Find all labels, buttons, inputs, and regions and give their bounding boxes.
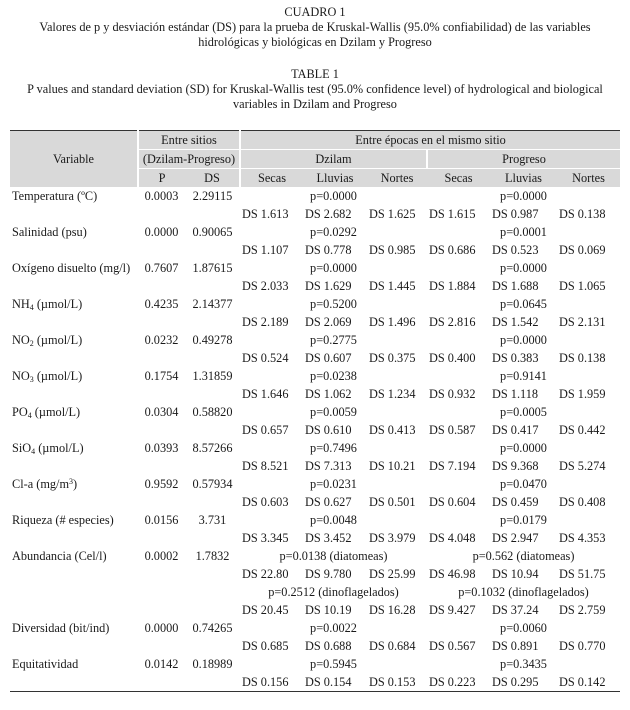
table-row-sd (10, 241, 620, 259)
empty-cell (185, 565, 240, 583)
empty-cell (138, 205, 185, 223)
between-sites-p: 0.0232 (144, 333, 179, 347)
table-row (10, 295, 620, 313)
empty-cell (138, 601, 185, 619)
header-season: Nortes (367, 169, 427, 188)
empty-cell (185, 583, 240, 601)
between-sites-ds: 0.74265 (192, 621, 233, 635)
between-sites-p: 0.7607 (144, 261, 179, 275)
table-row-sd (10, 313, 620, 331)
between-sites-ds: 2.29115 (192, 189, 233, 203)
sd-value: DS 25.99 (369, 567, 416, 581)
sd-value: DS 0.607 (305, 351, 352, 365)
empty-cell (138, 421, 185, 439)
header-season: Secas (427, 169, 490, 188)
sd-value-secondary: DS 37.24 (492, 603, 539, 617)
empty-cell (10, 421, 138, 439)
sd-value: DS 2.947 (492, 531, 539, 545)
between-sites-p: 0.0000 (144, 621, 179, 635)
header-season: Lluvias (303, 169, 367, 188)
sd-value: DS 7.313 (305, 459, 352, 473)
variable-label-superscript: 3 (69, 477, 74, 486)
table-row (10, 439, 620, 457)
sd-value: DS 0.604 (429, 495, 476, 509)
empty-cell (10, 637, 138, 655)
variable-label-main: Cl-a (mg/m (12, 477, 70, 491)
progreso-p-value: p=0.3435 (500, 657, 547, 671)
table-row-sd (10, 457, 620, 475)
variable-label: Equitatividad (12, 657, 79, 671)
between-sites-ds: 3.731 (198, 513, 227, 527)
sd-value: DS 46.98 (429, 567, 476, 581)
between-sites-p: 0.0000 (144, 225, 179, 239)
caption-line1-es: Valores de p y desviación estándar (DS) para la prueba de Kruskal-Wallis (95.0% confiabilidad) de las variables (39, 20, 591, 34)
empty-cell (10, 601, 138, 619)
sd-value: DS 0.408 (559, 495, 606, 509)
variable-label-rest: (µmol/L) (33, 369, 83, 383)
table-row (10, 223, 620, 241)
sd-value: DS 10.94 (492, 567, 539, 581)
sd-value-secondary: DS 16.28 (369, 603, 416, 617)
dzilam-p-value: p=0.0022 (310, 621, 357, 635)
sd-value: DS 0.523 (492, 243, 539, 257)
empty-cell (185, 277, 240, 295)
empty-cell (10, 493, 138, 511)
table-row-sd (10, 349, 620, 367)
between-sites-p: 0.0142 (144, 657, 179, 671)
sd-value: DS 1.234 (369, 387, 416, 401)
table-row (10, 511, 620, 529)
sd-value: DS 3.452 (305, 531, 352, 545)
sd-value: DS 0.138 (559, 351, 606, 365)
variable-label-main: SiO (12, 441, 32, 455)
dzilam-p-value: p=0.0138 (diatomeas) (279, 549, 388, 563)
variable-label: Salinidad (psu) (12, 225, 87, 239)
sd-value: DS 0.891 (492, 639, 539, 653)
sd-value: DS 0.442 (559, 423, 606, 437)
table-row (10, 655, 620, 673)
progreso-p-value: p=0.0001 (500, 225, 547, 239)
empty-cell (138, 313, 185, 331)
dzilam-p-value: p=0.0059 (310, 405, 357, 419)
sd-value: DS 0.400 (429, 351, 476, 365)
table-row (10, 547, 620, 565)
sd-value-secondary: DS 20.45 (242, 603, 289, 617)
sd-value: DS 1.118 (492, 387, 539, 401)
header-site-progreso: Progreso (427, 150, 620, 169)
sd-value: DS 0.770 (559, 639, 606, 653)
sd-value: DS 4.048 (429, 531, 476, 545)
sd-value: DS 2.189 (242, 315, 289, 329)
sd-value: DS 0.223 (427, 673, 490, 692)
sd-value: DS 0.685 (242, 639, 289, 653)
sd-value: DS 2.069 (305, 315, 352, 329)
between-sites-p: 0.0156 (144, 513, 179, 527)
sd-value: DS 1.959 (559, 387, 606, 401)
variable-label-main: NO (12, 333, 30, 347)
sd-value: DS 0.138 (559, 207, 606, 221)
empty-cell (185, 205, 240, 223)
empty-cell (138, 241, 185, 259)
header-season: Nortes (557, 169, 620, 188)
sd-value-secondary: DS 10.19 (305, 603, 352, 617)
between-sites-p: 0.0003 (144, 189, 179, 203)
progreso-p-value: p=0.0470 (500, 477, 547, 491)
header-site-dzilam: Dzilam (240, 150, 427, 169)
sd-value: DS 8.521 (242, 459, 289, 473)
table-row (10, 331, 620, 349)
sd-value: DS 4.353 (559, 531, 606, 545)
empty-cell (185, 673, 240, 692)
sd-value: DS 0.627 (305, 495, 352, 509)
sd-value: DS 7.194 (429, 459, 476, 473)
results-table (10, 130, 620, 692)
table-row-sd (10, 637, 620, 655)
table-row (10, 187, 620, 205)
sd-value: DS 0.603 (242, 495, 289, 509)
variable-label-rest: (µmol/L) (33, 297, 83, 311)
sd-value: DS 0.156 (240, 673, 303, 692)
header-season: Lluvias (490, 169, 557, 188)
variable-label-subscript: 4 (27, 411, 32, 420)
table-row-sd (10, 529, 620, 547)
dzilam-p-value: p=0.0231 (310, 477, 357, 491)
sd-value: DS 0.413 (369, 423, 416, 437)
empty-cell (138, 565, 185, 583)
sd-value: DS 22.80 (242, 567, 289, 581)
caption-english (20, 67, 610, 112)
sd-value: DS 0.069 (559, 243, 606, 257)
between-sites-ds: 2.14377 (192, 297, 233, 311)
variable-label-main: NO (12, 369, 30, 383)
between-sites-ds: 1.31859 (192, 369, 233, 383)
sd-value: DS 0.567 (429, 639, 476, 653)
sd-value: DS 0.686 (429, 243, 476, 257)
between-sites-p: 0.4235 (144, 297, 179, 311)
variable-label: Abundancia (Cel/l) (12, 549, 107, 563)
empty-cell (185, 457, 240, 475)
between-sites-p: 0.0393 (144, 441, 179, 455)
sd-value: DS 1.062 (305, 387, 352, 401)
empty-cell (138, 277, 185, 295)
between-sites-ds: 1.7832 (195, 549, 230, 563)
sd-value: DS 51.75 (559, 567, 606, 581)
variable-label (10, 367, 138, 385)
progreso-p-value: p=0.0179 (500, 513, 547, 527)
sd-value: DS 2.816 (429, 315, 476, 329)
empty-cell (185, 313, 240, 331)
dzilam-p-value: p=0.5200 (310, 297, 357, 311)
sd-value: DS 9.368 (492, 459, 539, 473)
variable-label (10, 331, 138, 349)
empty-cell (138, 529, 185, 547)
dzilam-p-value-secondary: p=0.2512 (dinoflagelados) (268, 585, 399, 599)
variable-label (10, 475, 138, 493)
empty-cell (10, 241, 138, 259)
progreso-p-value: p=0.0000 (500, 189, 547, 203)
dzilam-p-value: p=0.5945 (310, 657, 357, 671)
dzilam-p-value: p=0.2775 (310, 333, 357, 347)
progreso-p-value: p=0.562 (diatomeas) (472, 549, 575, 563)
between-sites-p: 0.0002 (144, 549, 179, 563)
variable-label: Diversidad (bit/ind) (12, 621, 110, 635)
sd-value: DS 3.345 (242, 531, 289, 545)
sd-value: DS 1.646 (242, 387, 289, 401)
progreso-p-value: p=0.0005 (500, 405, 547, 419)
empty-cell (10, 313, 138, 331)
sd-value: DS 2.131 (559, 315, 606, 329)
sd-value: DS 0.987 (492, 207, 539, 221)
sd-value: DS 0.383 (492, 351, 539, 365)
sd-value: DS 1.615 (429, 207, 476, 221)
sd-value: DS 1.065 (559, 279, 606, 293)
table-row (10, 403, 620, 421)
empty-cell (10, 529, 138, 547)
variable-label-subscript: 4 (29, 303, 34, 312)
sd-value: DS 0.375 (369, 351, 416, 365)
variable-label: Oxígeno disuelto (mg/l) (12, 261, 131, 275)
empty-cell (138, 457, 185, 475)
empty-cell (138, 637, 185, 655)
table-row (10, 475, 620, 493)
empty-cell (10, 565, 138, 583)
sd-value-secondary: DS 2.759 (559, 603, 606, 617)
progreso-p-value: p=0.0000 (500, 261, 547, 275)
progreso-p-value-secondary: p=0.1032 (dinoflagelados) (458, 585, 589, 599)
sd-value: DS 0.154 (303, 673, 367, 692)
sd-value: DS 3.979 (369, 531, 416, 545)
between-sites-ds: 0.57934 (192, 477, 233, 491)
variable-label-rest: (µmol/L) (31, 405, 81, 419)
empty-cell (10, 349, 138, 367)
table-row-sd (10, 385, 620, 403)
sd-value: DS 5.274 (559, 459, 606, 473)
variable-label-rest: (µmol/L) (33, 333, 83, 347)
progreso-p-value: p=0.9141 (500, 369, 547, 383)
table-row (10, 367, 620, 385)
table-row (10, 259, 620, 277)
caption-heading-es: CUADRO 1 (284, 5, 346, 19)
progreso-p-value: p=0.0000 (500, 333, 547, 347)
sd-value: DS 0.684 (369, 639, 416, 653)
dzilam-p-value: p=0.0238 (310, 369, 357, 383)
variable-label-subscript: 3 (29, 375, 34, 384)
sd-value: DS 0.524 (242, 351, 289, 365)
empty-cell (138, 583, 185, 601)
between-sites-ds: 8.57266 (192, 441, 233, 455)
sd-value: DS 10.21 (369, 459, 416, 473)
between-sites-ds: 0.49278 (192, 333, 233, 347)
progreso-p-value: p=0.0000 (500, 441, 547, 455)
sd-value: DS 1.629 (305, 279, 352, 293)
sd-value: DS 1.542 (492, 315, 539, 329)
table-body (10, 187, 620, 692)
header-season: Secas (240, 169, 303, 188)
header-variable: Variable (10, 131, 138, 188)
header-between-sites-1: Entre sitios (138, 131, 240, 150)
between-sites-p: 0.0304 (144, 405, 179, 419)
sd-value: DS 0.985 (369, 243, 416, 257)
sd-value: DS 2.033 (242, 279, 289, 293)
table-row-sd (10, 277, 620, 295)
table-row-sd (10, 493, 620, 511)
variable-label-subscript: 4 (31, 447, 36, 456)
sd-value: DS 1.688 (492, 279, 539, 293)
sd-value: DS 0.932 (429, 387, 476, 401)
header-ds: DS (185, 169, 240, 188)
variable-label (10, 403, 138, 421)
sd-value: DS 9.780 (305, 567, 352, 581)
caption-line2-es: hidrológicas y biológicas en Dzilam y Progreso (198, 35, 432, 49)
empty-cell (185, 529, 240, 547)
dzilam-p-value: p=0.7496 (310, 441, 357, 455)
variable-label (10, 439, 138, 457)
sd-value: DS 1.445 (369, 279, 416, 293)
caption-spanish (20, 5, 610, 50)
sd-value: DS 0.610 (305, 423, 352, 437)
empty-cell (10, 277, 138, 295)
sd-value: DS 0.295 (490, 673, 557, 692)
between-sites-ds: 0.18989 (192, 657, 233, 671)
table-row-secondary (10, 583, 620, 601)
table-row-sd (10, 601, 620, 619)
progreso-p-value: p=0.0645 (500, 297, 547, 311)
sd-value: DS 0.501 (369, 495, 416, 509)
empty-cell (138, 493, 185, 511)
caption-line1-en: P values and standard deviation (SD) for Kruskal-Wallis test (95.0% confidence level) of hydrological and biological (27, 82, 603, 96)
caption-heading-en: TABLE 1 (291, 67, 339, 81)
progreso-p-value: p=0.0060 (500, 621, 547, 635)
between-sites-ds: 0.90065 (192, 225, 233, 239)
empty-cell (138, 385, 185, 403)
variable-label: Riqueza (# especies) (12, 513, 114, 527)
empty-cell (10, 457, 138, 475)
empty-cell (138, 349, 185, 367)
sd-value: DS 0.142 (557, 673, 620, 692)
sd-value: DS 0.417 (492, 423, 539, 437)
between-sites-p: 0.1754 (144, 369, 179, 383)
dzilam-p-value: p=0.0000 (310, 189, 357, 203)
sd-value: DS 1.107 (242, 243, 289, 257)
between-sites-ds: 1.87615 (192, 261, 233, 275)
sd-value: DS 2.682 (305, 207, 352, 221)
empty-cell (185, 349, 240, 367)
empty-cell (185, 493, 240, 511)
sd-value: DS 0.153 (367, 673, 427, 692)
empty-cell (10, 205, 138, 223)
sd-value-secondary: DS 9.427 (429, 603, 476, 617)
sd-value: DS 1.884 (429, 279, 476, 293)
empty-cell (138, 673, 185, 692)
sd-value: DS 0.587 (429, 423, 476, 437)
variable-label-main: PO (12, 405, 28, 419)
empty-cell (185, 601, 240, 619)
sd-value: DS 0.778 (305, 243, 352, 257)
sd-value: DS 1.613 (242, 207, 289, 221)
variable-label-main: NH (12, 297, 30, 311)
table-row-sd (10, 205, 620, 223)
between-sites-ds: 0.58820 (192, 405, 233, 419)
dzilam-p-value: p=0.0292 (310, 225, 357, 239)
dzilam-p-value: p=0.0048 (310, 513, 357, 527)
variable-label-subscript: 2 (29, 339, 34, 348)
sd-value: DS 1.625 (369, 207, 416, 221)
empty-cell (185, 421, 240, 439)
header-between-sites-2: (Dzilam-Progreso) (138, 150, 240, 169)
between-sites-p: 0.9592 (144, 477, 179, 491)
empty-cell (185, 637, 240, 655)
sd-value: DS 1.496 (369, 315, 416, 329)
table-row (10, 619, 620, 637)
header-between-seasons: Entre épocas en el mismo sitio (240, 131, 620, 150)
dzilam-p-value: p=0.0000 (310, 261, 357, 275)
header-p: P (138, 169, 185, 188)
empty-cell (10, 673, 138, 692)
empty-cell (10, 583, 138, 601)
table-row-sd (10, 565, 620, 583)
variable-label (10, 295, 138, 313)
sd-value: DS 0.688 (305, 639, 352, 653)
variable-label: Temperatura (ºC) (12, 189, 98, 203)
empty-cell (185, 241, 240, 259)
table-row-sd (10, 673, 620, 692)
empty-cell (10, 385, 138, 403)
variable-label-rest: (µmol/L) (35, 441, 84, 455)
variable-label-rest: ) (73, 477, 78, 491)
sd-value: DS 0.657 (242, 423, 289, 437)
empty-cell (185, 385, 240, 403)
sd-value: DS 0.459 (492, 495, 539, 509)
table-row-sd (10, 421, 620, 439)
caption-line2-en: variables in Dzilam and Progreso (233, 97, 397, 111)
